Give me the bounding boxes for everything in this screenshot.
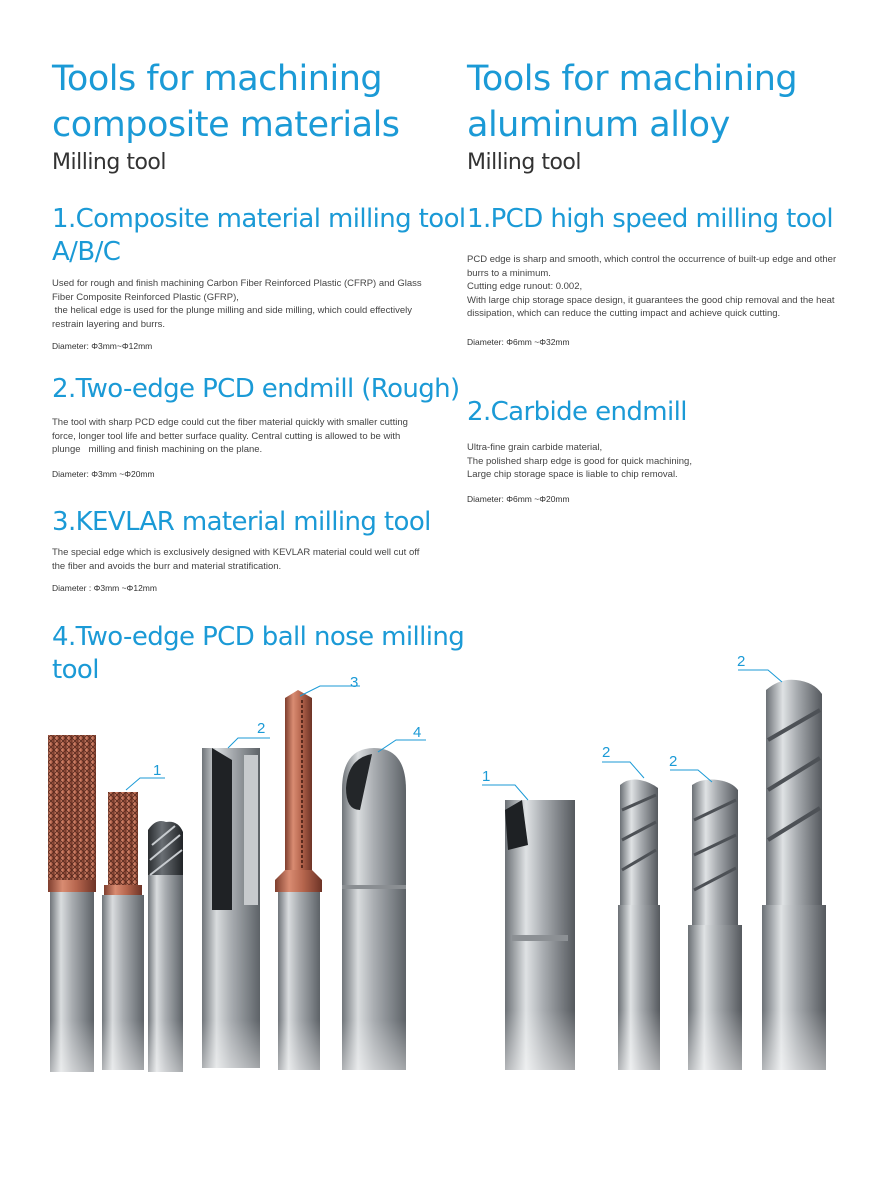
left-section-1-body bbox=[52, 277, 422, 331]
left-section-2-body bbox=[52, 416, 422, 457]
callout-left-1: 1 bbox=[153, 762, 162, 779]
left-title-line2: composite materials bbox=[52, 105, 400, 145]
callout-right-2b: 2 bbox=[669, 753, 678, 770]
body-line: Ultra-fine grain carbide material, bbox=[467, 442, 603, 453]
body-line: dissipation, which can reduce the cutting impact and achieve quick cutting. bbox=[467, 308, 781, 319]
body-line: the fiber and avoids the burr and material stratification. bbox=[52, 560, 282, 572]
right-section-2-body bbox=[467, 441, 837, 482]
right-title bbox=[467, 56, 797, 148]
body-line: Fiber Composite Reinforced Plastic (GFRP), bbox=[52, 291, 239, 303]
body-line: Cutting edge runout: 0.002, bbox=[467, 281, 583, 292]
body-line: burrs to a minimum. bbox=[467, 267, 551, 279]
right-section-2-title: 2.Carbide endmill bbox=[467, 397, 687, 427]
body-line: plunge milling and finish machining on the plane. bbox=[52, 444, 263, 455]
body-line: force, longer tool life and better surface quality. Central cutting is allowed to be with bbox=[52, 430, 401, 442]
body-line: PCD edge is sharp and smooth, which control the occurrence of built-up edge and other bbox=[467, 254, 837, 265]
callout-left-3: 3 bbox=[350, 674, 359, 691]
left-section-3-body bbox=[52, 546, 422, 573]
left-subtitle: Milling tool bbox=[52, 150, 166, 175]
body-line: restrain layering and burrs. bbox=[52, 318, 165, 330]
left-section-2-title: 2.Two-edge PCD endmill (Rough) bbox=[52, 374, 460, 404]
callout-right-2a: 2 bbox=[602, 744, 611, 761]
left-section-1-title-line1: 1.Composite material milling tool bbox=[52, 204, 466, 234]
callout-right-1: 1 bbox=[482, 768, 491, 785]
right-title-line2: aluminum alloy bbox=[467, 105, 730, 145]
left-section-1-title-line2: A/B/C bbox=[52, 237, 121, 267]
left-title-line1: Tools for machining bbox=[52, 59, 383, 99]
left-section-2-diameter: Diameter: Φ3mm ~Φ20mm bbox=[52, 469, 155, 479]
left-section-1-title bbox=[52, 203, 466, 269]
right-section-1-title: 1.PCD high speed milling tool bbox=[467, 204, 833, 234]
body-line: The polished sharp edge is good for quick machining, bbox=[467, 455, 692, 467]
body-line: the helical edge is used for the plunge milling and side milling, which could effectively bbox=[52, 305, 412, 316]
callout-left-4: 4 bbox=[413, 724, 422, 741]
left-title bbox=[52, 56, 400, 148]
left-section-4-title-line1: 4.Two-edge PCD ball nose milling bbox=[52, 622, 465, 652]
left-section-1-diameter: Diameter: Φ3mm~Φ12mm bbox=[52, 341, 153, 351]
right-title-line1: Tools for machining bbox=[467, 59, 798, 99]
aluminum-milling-tools-image bbox=[470, 650, 850, 1130]
composite-milling-tools-image bbox=[30, 660, 450, 1130]
right-section-1-body bbox=[467, 253, 837, 321]
right-subtitle: Milling tool bbox=[467, 150, 581, 175]
body-line: The tool with sharp PCD edge could cut the fiber material quickly with smaller cutting bbox=[52, 417, 408, 428]
callout-right-2c: 2 bbox=[737, 653, 746, 670]
left-section-3-diameter: Diameter : Φ3mm ~Φ12mm bbox=[52, 583, 157, 593]
body-line: With large chip storage space design, it guarantees the good chip removal and the heat bbox=[467, 294, 835, 306]
right-section-1-diameter: Diameter: Φ6mm ~Φ32mm bbox=[467, 337, 570, 347]
left-section-3-title: 3.KEVLAR material milling tool bbox=[52, 507, 431, 537]
left-section-4-title-line2: tool bbox=[52, 655, 99, 685]
callout-left-2: 2 bbox=[257, 720, 266, 737]
body-line: Large chip storage space is liable to chip removal. bbox=[467, 469, 678, 480]
body-line: Used for rough and finish machining Carbon Fiber Reinforced Plastic (CFRP) and Glass bbox=[52, 278, 422, 289]
tool-kevlar bbox=[275, 690, 322, 1070]
body-line: The special edge which is exclusively designed with KEVLAR material could well cut off bbox=[52, 547, 420, 558]
right-section-2-diameter: Diameter: Φ6mm ~Φ20mm bbox=[467, 494, 570, 504]
